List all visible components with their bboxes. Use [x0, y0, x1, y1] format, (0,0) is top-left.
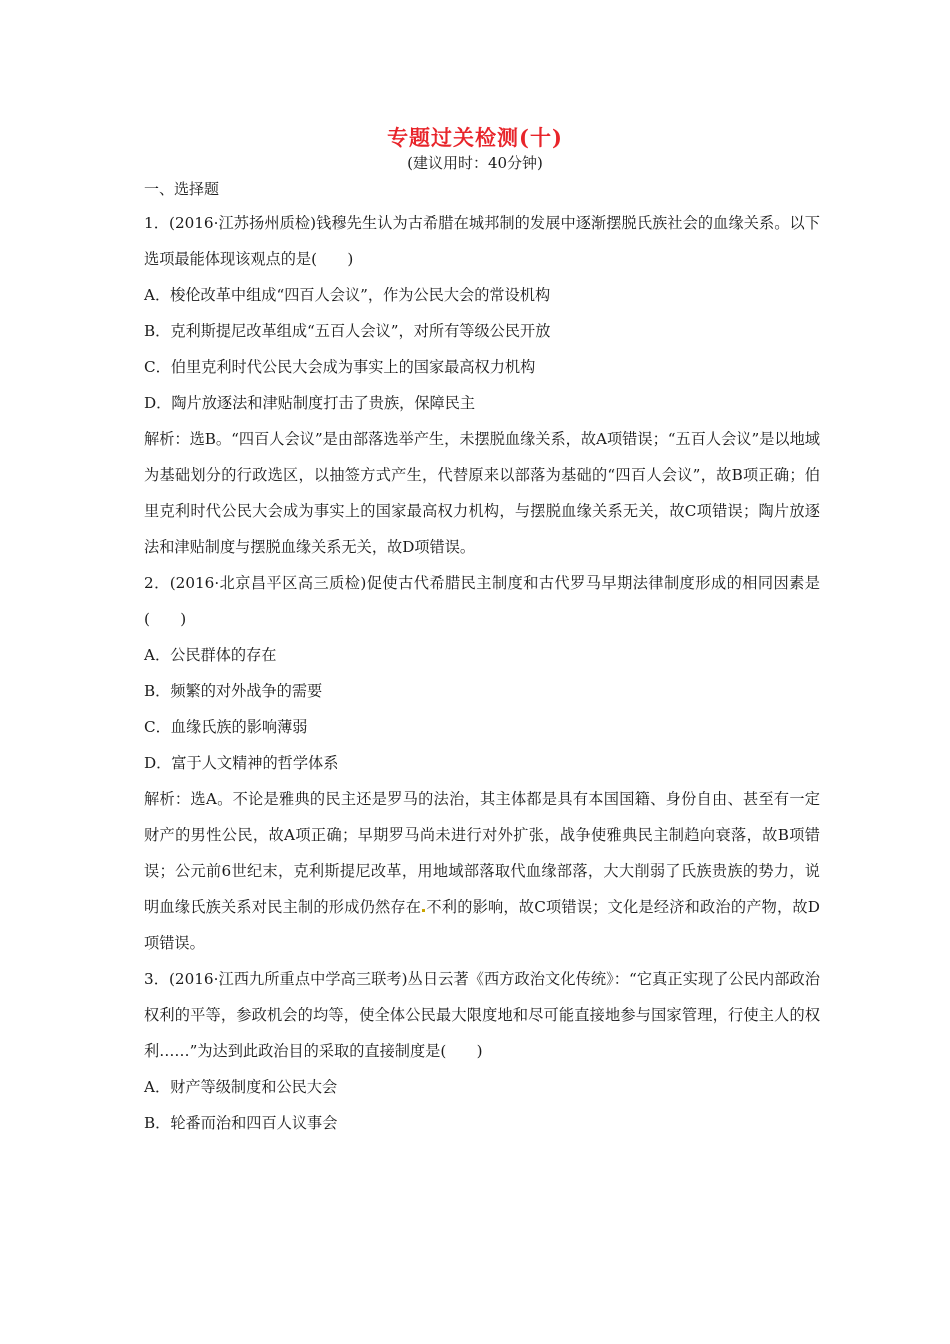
question-stem: 2．(2016·北京昌平区高三质检)促使古代希腊民主制度和古代罗马早期法律制度形成的相同因素是( ): [144, 574, 820, 628]
analysis-part-1: 解析：选A。不论是雅典的民主还是罗马的法治，其主体都是具有本国国籍、身份自由、甚至有一定财产的男性公民，故A项正确；早期罗马尚未进行对外扩张，战争使雅典民主制趋向衰落，故B项错误；公元前6世纪末，克利斯提尼改革，用地域部落取代血缘部落，大大削弱了氏族贵族的势力，说明血缘氏族关系对民主制的形成仍然存在: [144, 790, 820, 916]
option-b: B．克利斯提尼改革组成“五百人会议”，对所有等级公民开放: [144, 322, 551, 340]
section-heading: 一、选择题: [144, 180, 220, 198]
option-b: B．轮番而治和四百人议事会: [144, 1114, 338, 1132]
time-hint: (建议用时：40分钟): [407, 154, 543, 172]
answer-analysis: [144, 781, 820, 961]
question-list: [144, 205, 820, 1141]
yellow-mark: [422, 909, 425, 912]
option-d: D．陶片放逐法和津贴制度打击了贵族，保障民主: [144, 394, 476, 412]
option-a: A．梭伦改革中组成“四百人会议”，作为公民大会的常设机构: [144, 286, 551, 304]
analysis-part-2: 不利的影响，故C项错误；文化是经济和政治的产物，故D项错误。: [144, 898, 820, 952]
option-c: C．血缘氏族的影响薄弱: [144, 718, 308, 736]
option-b: B．频繁的对外战争的需要: [144, 682, 323, 700]
option-d: D．富于人文精神的哲学体系: [144, 754, 339, 772]
question-stem: 1．(2016·江苏扬州质检)钱穆先生认为古希腊在城邦制的发展中逐渐摆脱氏族社会的血缘关系。以下选项最能体现该观点的是( ): [144, 214, 820, 268]
option-a: A．公民群体的存在: [144, 646, 277, 664]
answer-analysis: 解析：选B。“四百人会议”是由部落选举产生，未摆脱血缘关系，故A项错误；“五百人会议”是以地域为基础划分的行政选区，以抽签方式产生，代替原来以部落为基础的“四百人会议”，故B项正确；伯里克利时代公民大会成为事实上的国家最高权力机构，与摆脱血缘关系无关，故C项错误；陶片放逐法和津贴制度与摆脱血缘关系无关，故D项错误。: [144, 430, 820, 556]
question-stem: 3．(2016·江西九所重点中学高三联考)丛日云著《西方政治文化传统》：“它真正实现了公民内部政治权利的平等，参政机会的均等，使全体公民最大限度地和尽可能直接地参与国家管理，行使主人的权利……”为达到此政治目的采取的直接制度是( ): [144, 970, 820, 1060]
option-a: A．财产等级制度和公民大会: [144, 1078, 338, 1096]
page-title: 专题过关检测(十): [387, 125, 563, 150]
option-c: C．伯里克利时代公民大会成为事实上的国家最高权力机构: [144, 358, 536, 376]
